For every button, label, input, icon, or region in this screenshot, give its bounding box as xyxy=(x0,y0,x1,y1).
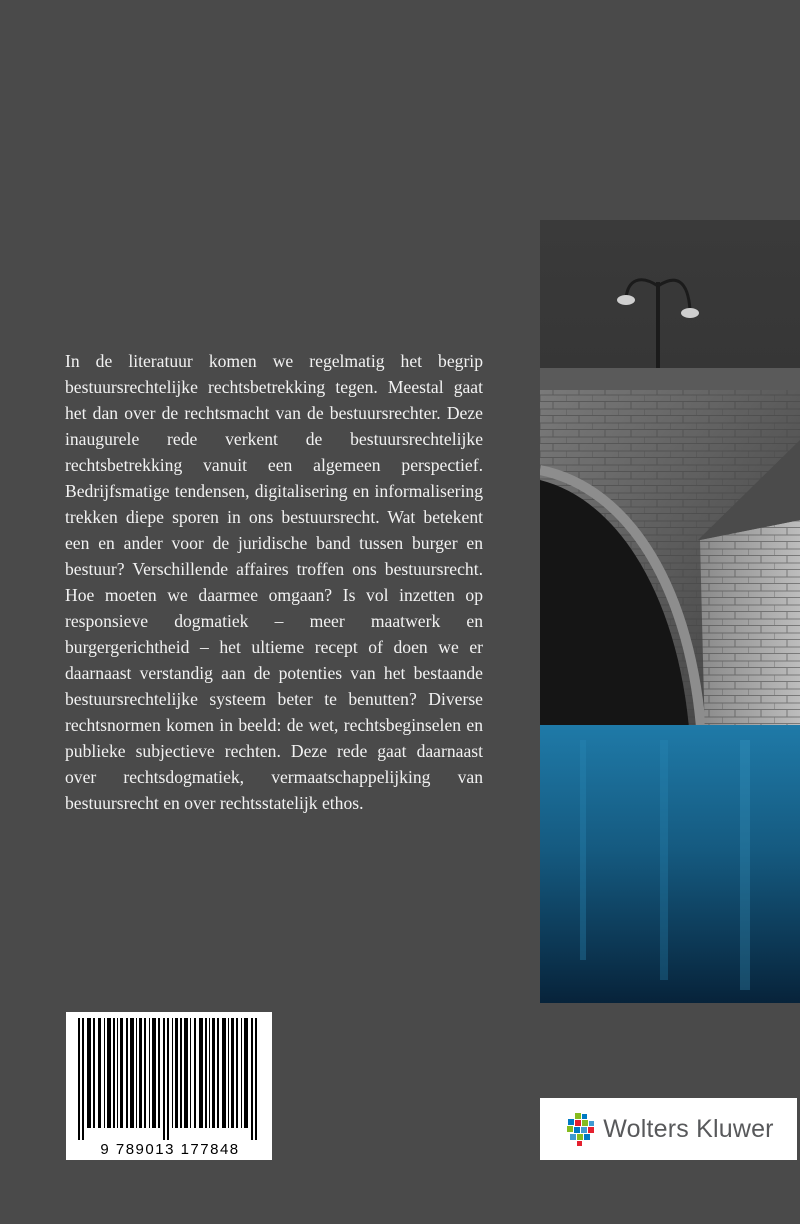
publisher-logo xyxy=(540,1098,797,1160)
wolters-kluwer-logo-icon xyxy=(563,1111,599,1147)
publisher-name: Wolters Kluwer xyxy=(603,1114,774,1143)
isbn-barcode xyxy=(66,1012,272,1160)
isbn-number: 9 789013 177848 xyxy=(100,1141,240,1158)
bridge-over-water-photo xyxy=(540,220,800,1003)
barcode-icon xyxy=(66,1012,272,1140)
bridge-photo xyxy=(540,220,800,1003)
back-cover-blurb xyxy=(65,348,483,816)
blurb-text: In de literatuur komen we regelmatig het begrip bestuursrechtelijke rechtsbetrekking tegen. Meestal gaat het dan over de rechtsmacht van de bestuursrechter. Deze inaugurele rede verkent de bestuursrechtelijke rechtsbetrekking vanuit een algemeen perspectief. Bedrijfsmatige tendensen, digitalisering en informalisering trekken diepe sporen in ons bestuursrecht. Wat betekent een en ander voor de juridische band tussen burger en bestuur? Verschillende affaires troffen ons bestuursrecht. Hoe moeten we daarmee omgaan? Is vol inzetten op responsieve dogmatiek – meer maatwerk en burgergerichtheid – het ultieme recept of doen we er daarnaast verstandig aan de potenties van het bestaande bestuursrechtelijke systeem beter te benutten? Diverse rechtsnormen komen in beeld: de wet, rechtsbeginselen en publieke subjectieve rechten. Deze rede gaat daarnaast over rechtsdogmatiek, vermaatschappelijking van bestuursrecht en over rechtsstatelijk ethos. xyxy=(65,351,483,813)
